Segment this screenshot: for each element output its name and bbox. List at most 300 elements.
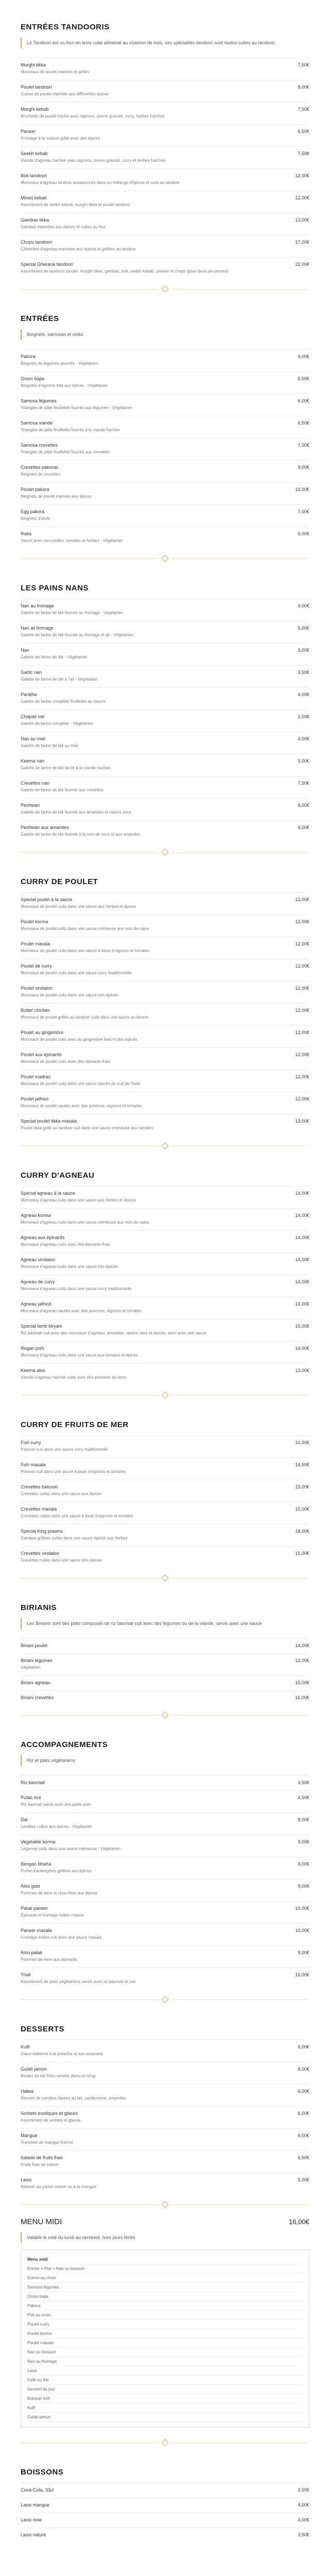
menu-item-price: 6,00€ bbox=[298, 354, 309, 359]
menu-item-head bbox=[21, 124, 309, 134]
menu-item-name: Murghi tikka bbox=[21, 62, 46, 67]
menu-midi-line: Onion bajia bbox=[27, 2292, 303, 2301]
menu-item-description: Morceaux d'agneau cuits dans une sauce crémeuse aux noix de cajou bbox=[21, 1220, 150, 1225]
menu-item-description: Tranches de mangue fraîche bbox=[21, 2140, 73, 2145]
menu-item-name: Aloo palak bbox=[21, 1950, 43, 1955]
section-intro: Riz et plats végétariens bbox=[21, 1755, 309, 1766]
menu-item-description: Morceaux d'agneau sautés avec des poivrons, oignons et tomates bbox=[21, 1309, 142, 1313]
menu-item-description: Morceaux de poulet cuits dans une sauce à base d'oignons et tomates bbox=[21, 948, 150, 953]
menu-item-name: Aloo gobi bbox=[21, 1884, 40, 1889]
menu-item-description: Beignets de crevettes bbox=[21, 472, 60, 477]
menu-item-description: Purée d'aubergines grillées aux épices bbox=[21, 1869, 92, 1873]
menu-item-head bbox=[21, 1968, 309, 1977]
menu-item-price: 12,00€ bbox=[295, 173, 309, 178]
menu-item-price: 3,50€ bbox=[298, 670, 309, 675]
menu-item-head bbox=[21, 191, 309, 200]
menu-item-name: Nan ail fromage bbox=[21, 625, 54, 631]
menu-midi-line: Plat au choix bbox=[27, 2311, 303, 2320]
menu-item-price: 17,00€ bbox=[295, 240, 309, 245]
menu-item-head bbox=[21, 1458, 309, 1467]
menu-item-description: Triangles de pâte feuilletée fourrés aux légumes - Végétarien bbox=[21, 405, 133, 410]
menu-midi-intro: Valable le midi du lundi au vendredi, hors jours fériés bbox=[21, 2232, 309, 2243]
menu-item bbox=[21, 1435, 309, 1452]
menu-item bbox=[21, 1968, 309, 1985]
menu-item-description: Brochette de poulet haché avec oignons, poivre granulé, curry, herbes fraîches bbox=[21, 114, 165, 118]
menu-item-description: Crevettes cuites dans une sauce à base d'oignons et tomates bbox=[21, 1514, 134, 1518]
menu-item-name: Samosa crevettes bbox=[21, 443, 58, 448]
menu-item-name: Agneau korma bbox=[21, 1213, 51, 1218]
menu-item-head bbox=[21, 1775, 309, 1785]
menu-item bbox=[21, 371, 309, 388]
menu-item-price: 3,50€ bbox=[298, 2487, 309, 2493]
menu-item-head bbox=[21, 643, 309, 653]
section-title: ACCOMPAGNEMENTS bbox=[21, 1740, 108, 1749]
menu-item-name: Peshwari aux amandes bbox=[21, 825, 69, 830]
menu-item-description: Riz basmati cuit avec des morceaux d'agneau, amandes, raisins secs et épices, servi avec une sauce bbox=[21, 1331, 207, 1335]
menu-item bbox=[21, 1458, 309, 1475]
menu-item-description: Crevettes cuites dans une sauce aux épices bbox=[21, 1492, 102, 1496]
menu-item bbox=[21, 1092, 309, 1109]
menu-item-price: 6,50€ bbox=[298, 420, 309, 426]
menu-item-price: 15,00€ bbox=[295, 1680, 309, 1685]
menu-item-head bbox=[21, 892, 309, 902]
menu-item-name: Nan bbox=[21, 648, 29, 653]
menu-midi-price: 16,00€ bbox=[289, 2218, 309, 2226]
menu-item-head bbox=[21, 257, 309, 267]
menu-midi-line: Nan ou boisson bbox=[27, 2348, 303, 2357]
menu-item bbox=[21, 1480, 309, 1497]
section-divider bbox=[21, 1393, 309, 1398]
menu-item-name: Special agneau à la sauce bbox=[21, 1191, 75, 1196]
menu-item-head bbox=[21, 2084, 309, 2094]
menu-item-price: 6,00€ bbox=[298, 2111, 309, 2116]
menu-item bbox=[21, 1208, 309, 1225]
menu-item-name: Gulab jamun bbox=[21, 2066, 47, 2072]
menu-item-price: 12,00€ bbox=[295, 1658, 309, 1663]
menu-item-price: 15,00€ bbox=[295, 1506, 309, 1512]
menu-item-head bbox=[21, 1114, 309, 1124]
menu-item-head bbox=[21, 438, 309, 448]
menu-item bbox=[21, 1675, 309, 1685]
menu-item-description: Viande d'agneau hachée cuite avec des pommes de terre bbox=[21, 1375, 126, 1380]
menu-item-price: 12,00€ bbox=[295, 919, 309, 924]
divider-line bbox=[172, 1578, 309, 1579]
menu-item-price: 7,50€ bbox=[298, 62, 309, 67]
menu-item-name: Special King prawns bbox=[21, 1529, 63, 1534]
menu-item-name: Lassi bbox=[21, 2177, 32, 2182]
menu-item-name: Fish curry bbox=[21, 1440, 41, 1445]
menu-item-head bbox=[21, 102, 309, 112]
menu-midi-line: Poulet korma bbox=[27, 2329, 303, 2338]
menu-item bbox=[21, 1047, 309, 1064]
menu-item-name: Agneau aux épinards bbox=[21, 1235, 65, 1240]
menu-item bbox=[21, 687, 309, 704]
menu-item-head bbox=[21, 1812, 309, 1822]
menu-item-description: Poisson cuit dans une sauce curry traditionnelle bbox=[21, 1447, 108, 1452]
menu-item bbox=[21, 504, 309, 521]
menu-item-head bbox=[21, 1025, 309, 1035]
menu-item-head bbox=[21, 754, 309, 764]
menu-midi-line: Lassi bbox=[27, 2366, 303, 2376]
menu-item-name: Peshwari bbox=[21, 803, 40, 808]
menu-item-price: 14,00€ bbox=[295, 1301, 309, 1307]
menu-item-name: Crevettes pakoras bbox=[21, 465, 59, 470]
menu-item bbox=[21, 2498, 309, 2507]
menu-item bbox=[21, 1945, 309, 1962]
menu-item-price: 14,00€ bbox=[295, 1191, 309, 1196]
menu-item bbox=[21, 1775, 309, 1785]
menu-item bbox=[21, 1653, 309, 1670]
menu-item-price: 7,50€ bbox=[298, 107, 309, 112]
divider-line bbox=[21, 1999, 158, 2000]
menu-item-name: Poulet vindaloo bbox=[21, 986, 53, 991]
menu-item bbox=[21, 1638, 309, 1648]
menu-midi-box-title: Menu midi bbox=[27, 2255, 303, 2264]
menu-item-price: 6,50€ bbox=[298, 129, 309, 134]
menu-item-price: 3,50€ bbox=[298, 2532, 309, 2537]
menu-item-head bbox=[21, 732, 309, 741]
menu-item-head bbox=[21, 1341, 309, 1351]
section-title: CURRY DE POULET bbox=[21, 877, 98, 886]
section-title: CURRY D'AGNEAU bbox=[21, 1171, 95, 1180]
menu-item bbox=[21, 257, 309, 274]
menu-item-price: 13,00€ bbox=[295, 217, 309, 223]
menu-item-price: 12,00€ bbox=[295, 897, 309, 902]
menu-item-price: 6,00€ bbox=[298, 2066, 309, 2072]
menu-item bbox=[21, 1923, 309, 1940]
menu-item-head bbox=[21, 1638, 309, 1648]
menu-item-price: 10,00€ bbox=[295, 1928, 309, 1933]
menu-item bbox=[21, 1502, 309, 1519]
section-divider bbox=[21, 850, 309, 855]
menu-item-head bbox=[21, 599, 309, 608]
menu-item-price: 5,00€ bbox=[298, 625, 309, 631]
menu-item-head bbox=[21, 371, 309, 381]
menu-item-head bbox=[21, 798, 309, 808]
menu-item-description: Galette de farine de blé à l'ail - Végétarien bbox=[21, 677, 98, 682]
divider-line bbox=[21, 852, 158, 853]
menu-item-description: Boisson au yaourt nature ou à la mangue bbox=[21, 2184, 96, 2189]
menu-item-description: Morceaux d'agneau tendres assaisonnés dans un mélange d'épices et cuits au tandoor bbox=[21, 180, 180, 185]
menu-item-price: 15,00€ bbox=[295, 1484, 309, 1489]
menu-item-description: Galette de farine de blé farcie à la viande hachée bbox=[21, 766, 111, 770]
menu-item-description: Galette de farine complète feuilletée au beurre bbox=[21, 699, 106, 704]
menu-item bbox=[21, 914, 309, 931]
menu-item-name: Biriani légumes bbox=[21, 1658, 53, 1663]
menu-item-description: Lentilles cuites aux épices - Végétarien bbox=[21, 1824, 92, 1829]
menu-item-head bbox=[21, 146, 309, 156]
menu-item-description: Galette de farine de blé fourrée au fromage et ail - Végétarien bbox=[21, 633, 134, 637]
menu-item-head bbox=[21, 1435, 309, 1445]
menu-item-head bbox=[21, 1835, 309, 1844]
menu-item-price: 4,00€ bbox=[298, 692, 309, 697]
menu-item-description: Morceaux d'agneau cuits dans une sauce curry traditionnelle bbox=[21, 1286, 131, 1291]
menu-item-name: Samosa légumes bbox=[21, 398, 57, 403]
menu-item-head bbox=[21, 1524, 309, 1534]
menu-item-head bbox=[21, 981, 309, 991]
menu-item-price: 14,50€ bbox=[295, 1440, 309, 1445]
menu-item-name: Crevettes nan bbox=[21, 781, 50, 786]
menu-item-head bbox=[21, 2173, 309, 2182]
menu-item-head bbox=[21, 1070, 309, 1079]
menu-midi-line: Nan au fromage bbox=[27, 2357, 303, 2366]
menu-item-price: 15,00€ bbox=[295, 1551, 309, 1556]
menu-item bbox=[21, 235, 309, 252]
menu-item-description: Morceaux de poulet cuits dans une sauce très épicée bbox=[21, 993, 119, 997]
menu-item-head bbox=[21, 709, 309, 719]
menu-item-head bbox=[21, 1502, 309, 1512]
menu-item bbox=[21, 2040, 309, 2057]
menu-item-head bbox=[21, 213, 309, 223]
menu-item-price: 3,50€ bbox=[298, 1780, 309, 1785]
menu-item-head bbox=[21, 2513, 309, 2522]
menu-item bbox=[21, 1363, 309, 1380]
menu-item-description: Morceaux de poulet marinés et grillés bbox=[21, 70, 89, 74]
menu-item bbox=[21, 213, 309, 230]
menu-item-price: 9,00€ bbox=[298, 465, 309, 470]
menu-item bbox=[21, 58, 309, 75]
menu-item-head bbox=[21, 1252, 309, 1262]
divider-line bbox=[21, 1578, 158, 1579]
menu-section bbox=[0, 2002, 330, 2190]
menu-item-head bbox=[21, 2128, 309, 2138]
menu-item-head bbox=[21, 959, 309, 969]
menu-item-head bbox=[21, 349, 309, 359]
menu-item bbox=[21, 820, 309, 837]
menu-item-price: 7,00€ bbox=[298, 509, 309, 514]
menu-item bbox=[21, 981, 309, 998]
menu-item-description: Cuisse de poulet marinée aux différentes épices bbox=[21, 92, 109, 96]
menu-item-head bbox=[21, 1047, 309, 1057]
menu-item-head bbox=[21, 820, 309, 830]
menu-item-price: 12,00€ bbox=[295, 1052, 309, 1057]
menu-item bbox=[21, 599, 309, 616]
menu-item bbox=[21, 1879, 309, 1896]
section-title: LES PAINS NANS bbox=[21, 584, 89, 592]
menu-item-name: Biriani agneau bbox=[21, 1680, 51, 1685]
menu-item-description: Morceaux d'agneau cuits avec des épinards frais bbox=[21, 1242, 110, 1247]
menu-item-price: 22,00€ bbox=[295, 262, 309, 267]
menu-item bbox=[21, 2150, 309, 2167]
menu-item-description: Beignets d'œufs bbox=[21, 516, 51, 521]
menu-item-price: 9,00€ bbox=[298, 1950, 309, 1955]
menu-section bbox=[0, 0, 330, 274]
menu-item-head bbox=[21, 482, 309, 492]
menu-item-name: Butter chicken bbox=[21, 1008, 51, 1013]
menu-item-head bbox=[21, 1653, 309, 1663]
menu-item-name: Samosa viande bbox=[21, 420, 53, 426]
divider-line bbox=[172, 558, 309, 559]
menu-item bbox=[21, 2483, 309, 2493]
menu-item bbox=[21, 1114, 309, 1131]
menu-item-head bbox=[21, 621, 309, 631]
menu-item-head bbox=[21, 168, 309, 178]
divider-line bbox=[172, 852, 309, 853]
menu-item-name: Poulet au gingembre bbox=[21, 1030, 64, 1035]
menu-item bbox=[21, 191, 309, 208]
menu-item-description: Morceaux d'agneau cuits dans une sauce aux tomates et épices bbox=[21, 1353, 138, 1358]
menu-item-price: 4,50€ bbox=[298, 1795, 309, 1800]
menu-item-name: Poulet de curry bbox=[21, 963, 52, 969]
menu-item bbox=[21, 168, 309, 185]
menu-item-name: Chapati roti bbox=[21, 714, 45, 719]
menu-item-price: 7,50€ bbox=[298, 151, 309, 156]
menu-item-description: Gambas grillées cuites dans une sauce épicée aux herbes bbox=[21, 1536, 128, 1540]
menu-item-name: Poulet pakora bbox=[21, 487, 50, 492]
menu-item bbox=[21, 1901, 309, 1918]
menu-item-price: 6,00€ bbox=[298, 825, 309, 830]
menu-midi-line: Poulet masala bbox=[27, 2338, 303, 2348]
menu-item bbox=[21, 1070, 309, 1087]
menu-item-description: Morceaux de poulet cuits dans une sauce épicée du sud de l'Inde bbox=[21, 1081, 140, 1086]
menu-item bbox=[21, 2062, 309, 2079]
menu-item-head bbox=[21, 58, 309, 67]
menu-item bbox=[21, 1790, 309, 1807]
menu-item bbox=[21, 460, 309, 477]
menu-item-description: Morceaux de poulet cuits dans une sauce curry traditionnelle bbox=[21, 971, 132, 975]
menu-item-description: Yaourt avec concombre, tomates et herbes - Végétarien bbox=[21, 538, 123, 543]
menu-item-description: Morceaux de poulet cuits avec des épinards frais bbox=[21, 1059, 110, 1064]
menu-item-price: 6,00€ bbox=[298, 2044, 309, 2049]
menu-item-head bbox=[21, 460, 309, 470]
menu-item-price: 12,00€ bbox=[295, 963, 309, 969]
menu-section bbox=[0, 561, 330, 837]
menu-item-name: Pakora bbox=[21, 354, 36, 359]
menu-item-description: Galette de farine de blé au miel bbox=[21, 743, 78, 748]
menu-item-head bbox=[21, 937, 309, 946]
menu-item-description: Glace indienne à la pistache et aux amandes bbox=[21, 2052, 103, 2056]
menu-item-head bbox=[21, 1275, 309, 1284]
menu-midi-line: Kulfi bbox=[27, 2403, 303, 2413]
menu-item-description: Assortiment de sorbets et glaces bbox=[21, 2118, 81, 2123]
menu-item-price: 14,00€ bbox=[295, 1643, 309, 1648]
menu-item-head bbox=[21, 914, 309, 924]
menu-item-name: Nan au fromage bbox=[21, 603, 54, 608]
menu-item-name: Paneer bbox=[21, 129, 36, 134]
menu-item-name: Lassi nature bbox=[21, 2532, 46, 2537]
menu-item-name: Onion bajia bbox=[21, 376, 44, 381]
divider-line bbox=[172, 1395, 309, 1396]
menu-item-description: Dessert de carottes râpées au lait, cardamome, amandes bbox=[21, 2096, 126, 2100]
menu-section bbox=[0, 292, 330, 544]
menu-item-description: Morceaux d'agneau cuits dans une sauce très épicée bbox=[21, 1264, 118, 1269]
menu-item-name: Special poulet tikka masala bbox=[21, 1118, 77, 1124]
menu-item-name: Bengan bharta bbox=[21, 1861, 52, 1867]
menu-item-price: 4,00€ bbox=[298, 736, 309, 741]
menu-item-price: 12,00€ bbox=[295, 941, 309, 946]
menu-item bbox=[21, 1857, 309, 1874]
menu-item-head bbox=[21, 2062, 309, 2072]
menu-item-name: Mangue bbox=[21, 2133, 38, 2138]
menu-item-head bbox=[21, 776, 309, 786]
menu-item-price: 14,00€ bbox=[295, 1346, 309, 1351]
menu-item-name: Agneau de curry bbox=[21, 1279, 55, 1284]
menu-item-description: Côtelettes d'agneau marinées aux épices et grillées au tandoor bbox=[21, 247, 136, 251]
menu-item-price: 12,00€ bbox=[295, 986, 309, 991]
menu-item-description: Galette de farine de blé fourrée aux crevettes bbox=[21, 788, 104, 792]
menu-item-name: Gambas tikka bbox=[21, 217, 50, 223]
menu-item bbox=[21, 438, 309, 455]
menu-midi-header bbox=[21, 2207, 309, 2226]
section-divider bbox=[21, 1575, 309, 1581]
menu-item-name: Special Gharana tandoori bbox=[21, 262, 74, 267]
menu-item-description: Morceaux de poulet cuits avec du gingembre frais et des épices bbox=[21, 1037, 137, 1042]
menu-midi-line: Café ou thé bbox=[27, 2376, 303, 2385]
menu-item-description: Morceaux d'agneau cuits dans une sauce aux herbes et épices bbox=[21, 1198, 136, 1202]
menu-item-name: Keema aloo bbox=[21, 1368, 46, 1373]
menu-item bbox=[21, 2128, 309, 2145]
menu-item-name: Crevettes balcoon bbox=[21, 1484, 58, 1489]
menu-item-description: Galette de farine complète - Végétarien bbox=[21, 721, 93, 726]
menu-item-price: 13,00€ bbox=[295, 1368, 309, 1373]
menu-item-price: 14,00€ bbox=[295, 1279, 309, 1284]
menu-item bbox=[21, 2084, 309, 2101]
menu-item-name: Vegetable korma bbox=[21, 1839, 56, 1844]
menu-item-name: Nan au miel bbox=[21, 736, 46, 741]
menu-midi-line: Poulet curry bbox=[27, 2320, 303, 2329]
menu-item-name: Mixed kebab bbox=[21, 195, 47, 200]
menu-item-head bbox=[21, 1675, 309, 1685]
menu-item-name: Poulet madras bbox=[21, 1074, 51, 1079]
menu-item-name: Chops tandoori bbox=[21, 240, 53, 245]
menu-item-head bbox=[21, 1186, 309, 1196]
menu-item-name: Paratha bbox=[21, 692, 37, 697]
menu-item-name: Sorbets exotiques et glaces bbox=[21, 2111, 78, 2116]
menu-item-head bbox=[21, 1945, 309, 1955]
menu-item-head bbox=[21, 1363, 309, 1373]
menu-item-price: 8,00€ bbox=[298, 84, 309, 90]
menu-item bbox=[21, 124, 309, 141]
menu-item-head bbox=[21, 80, 309, 90]
menu-item-name: Garlic nan bbox=[21, 670, 42, 675]
menu-midi-line: Samosa légumes bbox=[27, 2283, 303, 2292]
menu-item-description: Gambas marinées aux épices et cuites au four bbox=[21, 225, 106, 229]
menu-midi-line: Dessert du jour bbox=[27, 2385, 303, 2394]
menu-midi-line: Pakora bbox=[27, 2301, 303, 2311]
menu-item-name: Poulet tandoori bbox=[21, 84, 52, 90]
menu-item-description: Boules de lait frites servies dans un sirop bbox=[21, 2074, 96, 2078]
menu-item bbox=[21, 1186, 309, 1203]
menu-item-head bbox=[21, 1230, 309, 1240]
section-divider bbox=[21, 286, 309, 292]
menu-item-description: Fromage indien cuit dans une sauce masala bbox=[21, 1935, 102, 1940]
menu-item-head bbox=[21, 1790, 309, 1800]
menu-item bbox=[21, 1812, 309, 1829]
menu-item-head bbox=[21, 1003, 309, 1013]
divider-line bbox=[21, 1395, 158, 1396]
menu-item-price: 10,00€ bbox=[295, 1906, 309, 1911]
menu-item bbox=[21, 1546, 309, 1563]
menu-midi-title: MENU MIDI bbox=[21, 2217, 62, 2226]
menu-item-head bbox=[21, 416, 309, 426]
menu-item-description: Poisson cuit dans une sauce à base d'oignons et tomates bbox=[21, 1469, 126, 1474]
menu-item-price: 12,00€ bbox=[295, 1008, 309, 1013]
divider-line bbox=[172, 289, 309, 290]
menu-item-name: Pulao rice bbox=[21, 1795, 42, 1800]
menu-item bbox=[21, 959, 309, 976]
menu-item-description: Triangles de pâte feuilletée fourrés aux crevettes bbox=[21, 450, 110, 454]
menu-item-name: Lassi rose bbox=[21, 2517, 42, 2522]
menu-item bbox=[21, 416, 309, 433]
menu-item-name: Crevettes masala bbox=[21, 1506, 57, 1512]
menu-item-head bbox=[21, 687, 309, 697]
menu-item-name: Kulfi bbox=[21, 2044, 30, 2049]
divider-line bbox=[21, 289, 158, 290]
section-title: CURRY DE FRUITS DE MER bbox=[21, 1420, 129, 1429]
menu-item bbox=[21, 754, 309, 771]
menu-item-name: Egg pakora bbox=[21, 509, 45, 514]
menu-item-name: Raita bbox=[21, 531, 32, 536]
